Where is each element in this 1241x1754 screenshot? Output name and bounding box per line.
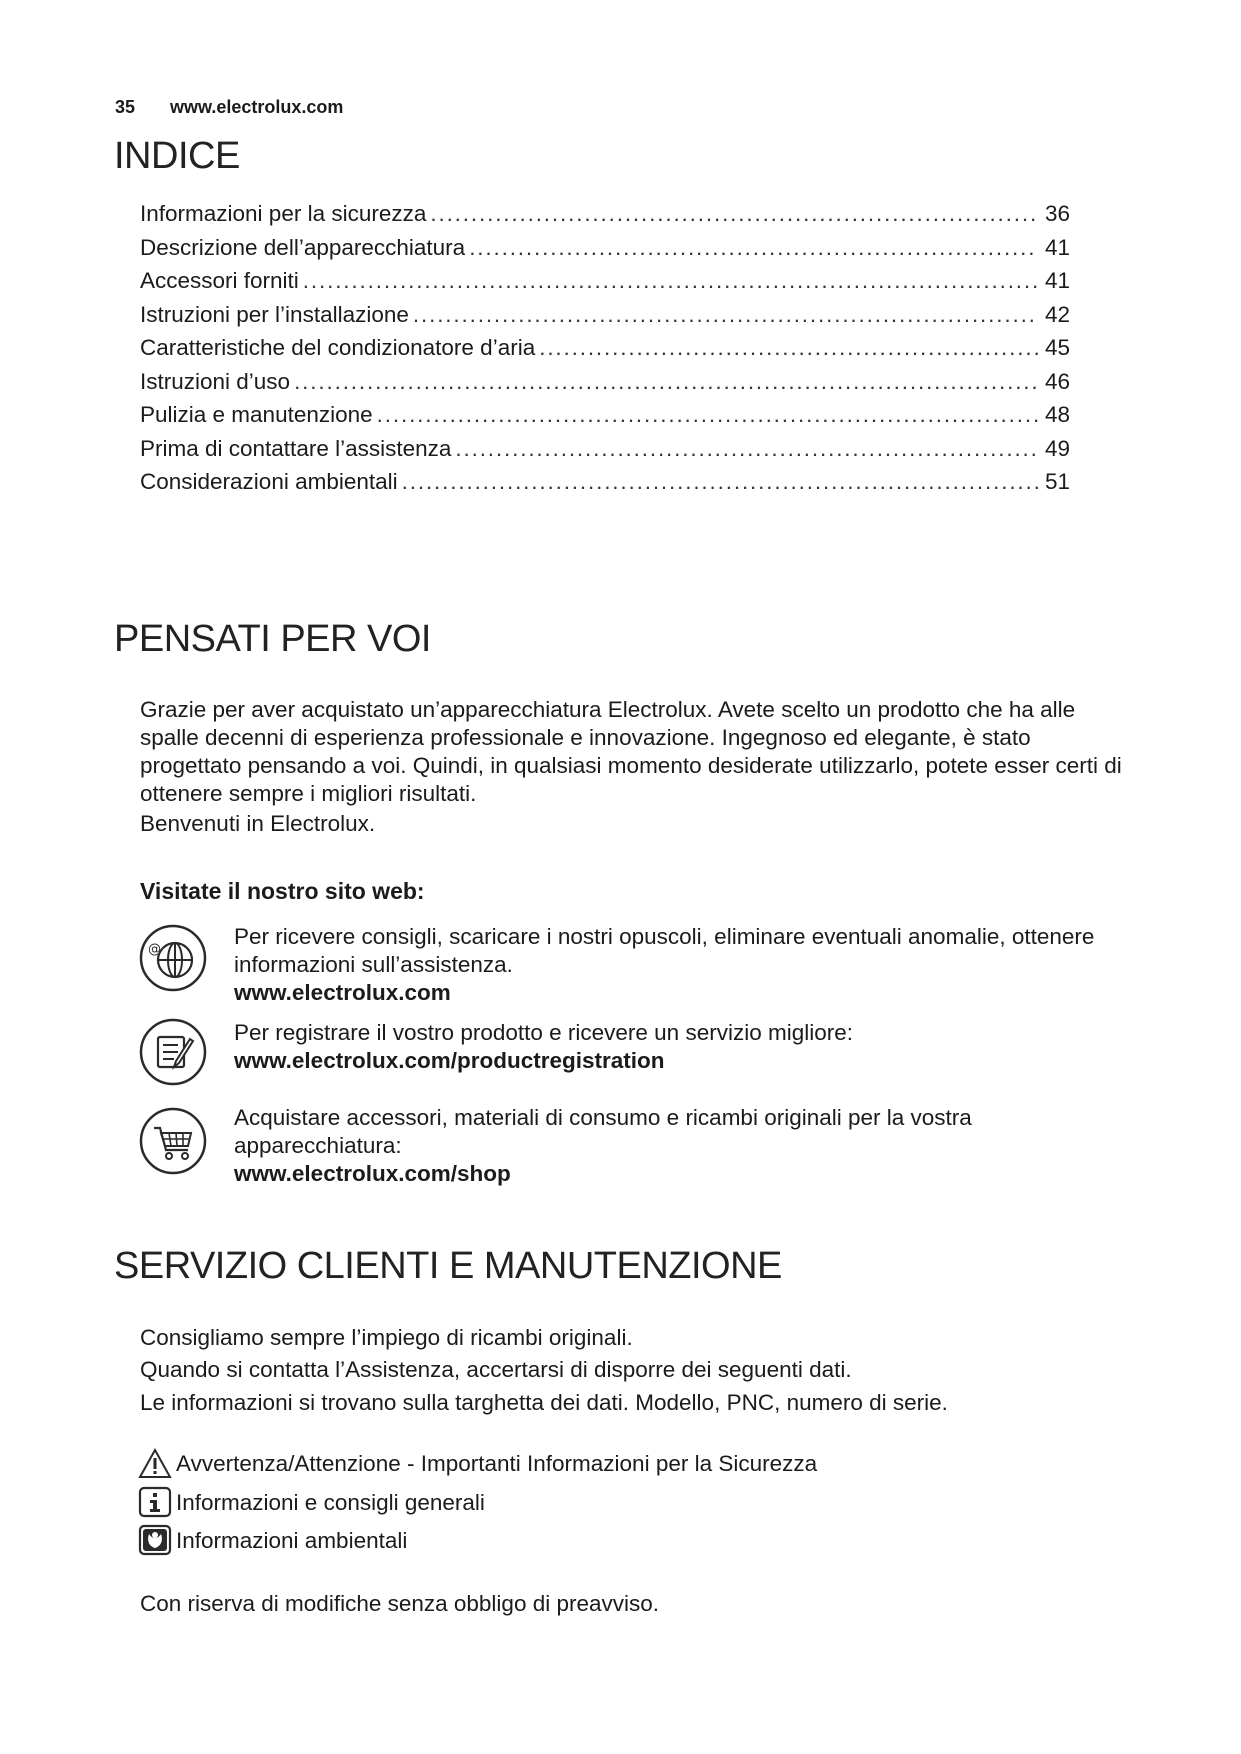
- toc-leader-dots: [402, 469, 1038, 495]
- visit-website-label: Visitate il nostro sito web:: [140, 878, 425, 904]
- pensati-title: PENSATI PER VOI: [114, 618, 431, 660]
- toc-entry[interactable]: [140, 335, 1070, 369]
- website-info-text: Per ricevere consigli, scaricare i nostri opuscoli, eliminare eventuali anomalie, ottenere informazioni sull’assistenza.: [234, 924, 1095, 977]
- toc-entry-label: Istruzioni d’uso: [140, 368, 291, 394]
- pensati-welcome: Benvenuti in Electrolux.: [140, 811, 376, 836]
- info-icon: [138, 1486, 172, 1520]
- servizio-line: Le informazioni si trovano sulla targhetta dei dati. Modello, PNC, numero di serie.: [140, 1390, 948, 1415]
- page-header: [115, 97, 343, 118]
- toc-entry[interactable]: [140, 302, 1070, 336]
- registration-row: [138, 1017, 1098, 1087]
- toc-entry-label: Accessori forniti: [140, 268, 299, 293]
- toc-entry[interactable]: [140, 201, 1070, 235]
- toc-leader-dots: [469, 235, 1038, 261]
- toc-entry-page: 41: [1044, 234, 1070, 260]
- servizio-title: SERVIZIO CLIENTI E MANUTENZIONE: [114, 1245, 782, 1287]
- toc-entry-label: Considerazioni ambientali: [140, 469, 398, 494]
- toc-entry-page: 48: [1044, 402, 1070, 427]
- toc-leader-dots: [539, 335, 1038, 361]
- globe-icon: [138, 923, 208, 993]
- toc-leader-dots: [377, 402, 1038, 428]
- toc-entry-page: 46: [1044, 368, 1070, 394]
- toc-entry-page: 42: [1044, 301, 1070, 327]
- website-link[interactable]: www.electrolux.com: [234, 980, 451, 1005]
- shopping-cart-icon: [138, 1106, 208, 1176]
- toc-entry[interactable]: [140, 268, 1070, 302]
- toc-entry[interactable]: [140, 402, 1070, 436]
- website-info-row: [138, 923, 1098, 1003]
- registration-icon: [138, 1017, 208, 1087]
- toc-leader-dots: [303, 268, 1038, 294]
- toc-entry[interactable]: [140, 235, 1070, 269]
- toc-entry-label: Pulizia e manutenzione: [140, 402, 373, 427]
- legend-environment-text: Informazioni ambientali: [176, 1528, 408, 1553]
- header-site-link[interactable]: www.electrolux.com: [170, 97, 344, 117]
- toc-entry-page: 49: [1044, 435, 1070, 461]
- toc-entry-page: 41: [1044, 268, 1070, 293]
- table-of-contents: [140, 201, 1070, 503]
- legend-warning: [138, 1447, 817, 1481]
- legend-warning-text: Avvertenza/Attenzione - Importanti Informazioni per la Sicurezza: [176, 1451, 818, 1476]
- page-number: 35: [115, 97, 136, 117]
- toc-entry[interactable]: [140, 469, 1070, 503]
- toc-entry[interactable]: [140, 436, 1070, 470]
- indice-title: INDICE: [114, 135, 240, 177]
- servizio-line: Consigliamo sempre l’impiego di ricambi originali.: [140, 1325, 633, 1350]
- toc-leader-dots: [413, 302, 1038, 328]
- toc-entry[interactable]: [140, 369, 1070, 403]
- legend-environment: [138, 1524, 407, 1558]
- warning-icon: [138, 1447, 172, 1481]
- environment-icon: [138, 1524, 172, 1558]
- toc-entry-label: Informazioni per la sicurezza: [140, 201, 427, 226]
- toc-entry-label: Descrizione dell’apparecchiatura: [140, 234, 466, 260]
- toc-entry-page: 36: [1044, 201, 1070, 226]
- registration-link[interactable]: www.electrolux.com/productregistration: [234, 1048, 665, 1073]
- toc-leader-dots: [294, 369, 1038, 395]
- pensati-intro: Grazie per aver acquistato un’apparecchiatura Electrolux. Avete scelto un prodotto che ha alle spalle decenni di esperienza professionale e innovazione. Ingegnoso ed elegante, è stato progettato pensando a voi. Quindi, in qualsiasi momento desiderate utilizzarlo, potete esser certi di ottenere sempre i migliori risultati.: [140, 697, 1122, 806]
- legend-info: [138, 1486, 485, 1520]
- shop-text: Acquistare accessori, materiali di consumo e ricambi originali per la vostra apparecchiatura:: [234, 1105, 972, 1158]
- toc-leader-dots: [430, 201, 1038, 227]
- footer-note: Con riserva di modifiche senza obbligo di preavviso.: [140, 1591, 660, 1616]
- toc-leader-dots: [455, 436, 1038, 462]
- shop-link[interactable]: www.electrolux.com/shop: [234, 1161, 511, 1186]
- toc-entry-label: Istruzioni per l’installazione: [140, 301, 409, 327]
- legend-info-text: Informazioni e consigli generali: [176, 1490, 485, 1515]
- toc-entry-label: Prima di contattare l’assistenza: [140, 435, 452, 461]
- shop-row: [138, 1106, 1098, 1190]
- toc-entry-page: 51: [1044, 469, 1070, 494]
- registration-text: Per registrare il vostro prodotto e ricevere un servizio migliore:: [234, 1020, 853, 1045]
- toc-entry-page: 45: [1044, 335, 1070, 360]
- servizio-line: Quando si contatta l’Assistenza, accertarsi di disporre dei seguenti dati.: [140, 1357, 852, 1382]
- toc-entry-label: Caratteristiche del condizionatore d’aria: [140, 335, 536, 360]
- svg-text:@: @: [148, 942, 161, 957]
